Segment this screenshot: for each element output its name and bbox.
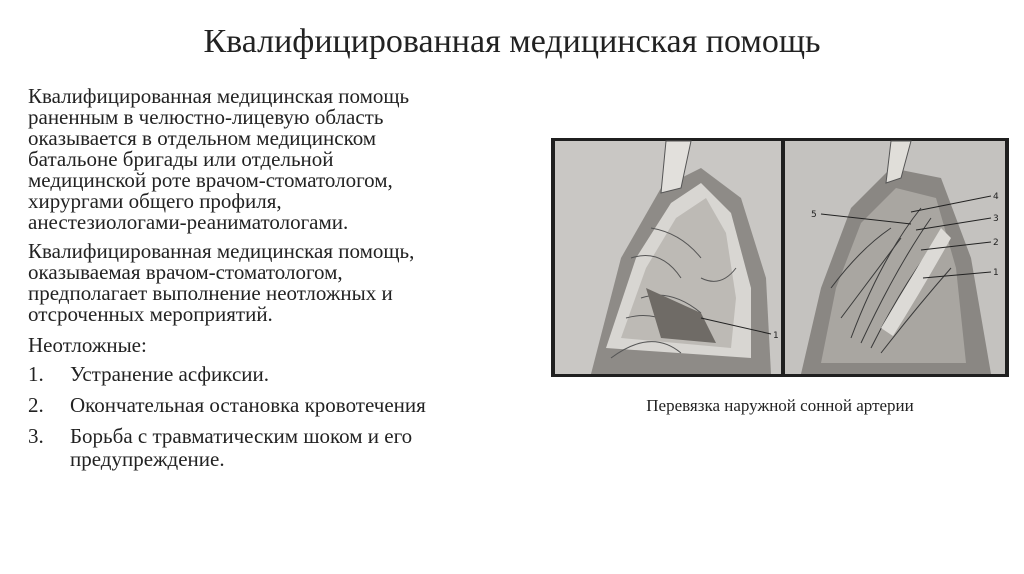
urgent-label: Неотложные:	[28, 333, 147, 357]
paragraph-1-line: Квалифицированная медицинская помощь	[28, 84, 410, 108]
list-item-number: 3.	[28, 424, 44, 448]
list-item	[28, 394, 548, 417]
list-item-line: предупреждение.	[70, 447, 225, 471]
paragraph-1	[28, 86, 548, 233]
paragraph-2-line: Квалифицированная медицинская помощь,	[28, 239, 415, 263]
right-panel-label: 2	[993, 238, 999, 248]
left-panel-label: 1	[773, 331, 779, 341]
body-text	[28, 86, 548, 479]
paragraph-1-line: оказывается в отдельном медицинском	[28, 126, 377, 150]
urgent-measures-list	[28, 363, 548, 471]
paragraph-2-line: оказываемая врачом-стоматологом,	[28, 260, 343, 284]
paragraph-1-line: раненным в челюстно-лицевую область	[28, 105, 384, 129]
paragraph-2	[28, 241, 548, 325]
right-panel-label: 5	[811, 210, 817, 220]
list-item	[28, 425, 548, 471]
left-panel	[555, 141, 781, 374]
paragraph-1-line: хирургами общего профиля,	[28, 189, 282, 213]
right-panel-label: 4	[993, 192, 999, 202]
paragraph-1-line: батальоне бригады или отдельной	[28, 147, 334, 171]
list-item-number: 2.	[28, 393, 44, 417]
right-panel-label: 1	[993, 268, 999, 278]
figure-caption: Перевязка наружной сонной артерии	[646, 396, 914, 415]
paragraph-2-line: отсроченных мероприятий.	[28, 302, 273, 326]
list-item-text	[70, 425, 548, 471]
right-panel	[785, 141, 1005, 374]
right-panel-label: 3	[993, 214, 999, 224]
illustration-svg	[551, 138, 1009, 377]
list-item-number: 1.	[28, 362, 44, 386]
list-item	[28, 363, 548, 386]
list-item-line: Борьба с травматическим шоком и его	[70, 424, 413, 448]
paragraph-1-line: медицинской роте врачом-стоматологом,	[28, 168, 393, 192]
list-item-text: Устранение асфиксии.	[70, 362, 269, 386]
slide-title: Квалифицированная медицинская помощь	[203, 23, 821, 60]
surgical-illustration	[551, 138, 1009, 377]
paragraph-1-line: анестезиологами-реаниматологами.	[28, 210, 349, 234]
paragraph-2-line: предполагает выполнение неотложных и	[28, 281, 393, 305]
list-item-text: Окончательная остановка кровотечения	[70, 393, 426, 417]
